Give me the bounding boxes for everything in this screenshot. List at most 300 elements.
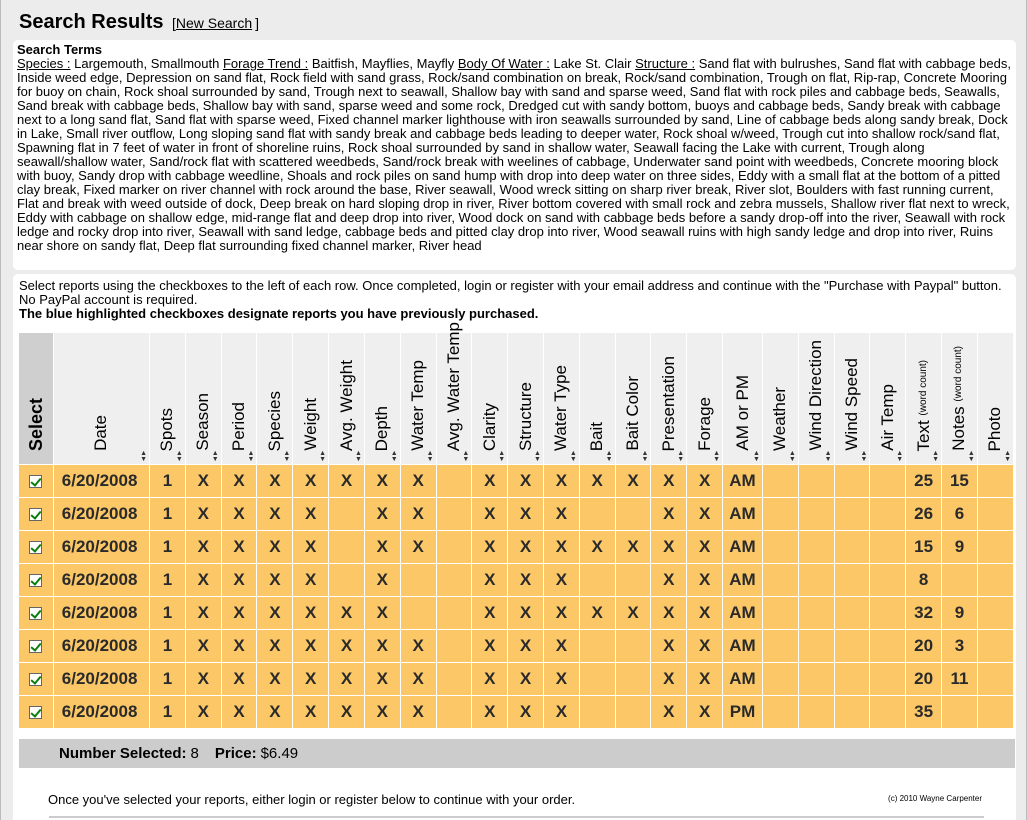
table-cell: X — [257, 597, 292, 629]
col-water-temp[interactable]: Water Temp ▲ ▼ — [401, 333, 436, 464]
table-cell: PM — [723, 696, 762, 728]
table-cell: X — [544, 465, 579, 497]
table-cell — [329, 498, 364, 530]
table-cell: X — [293, 696, 328, 728]
sort-icon[interactable]: ▲ ▼ — [824, 450, 832, 463]
table-cell — [978, 630, 1013, 662]
table-cell: X — [687, 597, 722, 629]
sort-icon[interactable]: ▲ ▼ — [967, 450, 975, 463]
results-table — [18, 321, 1014, 729]
table-cell — [763, 630, 798, 662]
table-cell — [437, 663, 472, 695]
table-cell — [799, 531, 834, 563]
copyright: (c) 2010 Wayne Carpenter — [888, 794, 982, 803]
table-cell: X — [687, 498, 722, 530]
table-cell: X — [401, 696, 436, 728]
table-row — [19, 630, 1013, 662]
col-am-pm[interactable]: AM or PM ▲ ▼ — [723, 333, 762, 464]
table-cell: X — [293, 465, 328, 497]
table-cell — [942, 696, 977, 728]
date-cell: 6/20/2008 — [54, 498, 149, 530]
table-cell: 1 — [150, 663, 185, 695]
col-avg-water-temp[interactable]: Avg. Water Temp ▲ ▼ — [437, 333, 472, 464]
table-cell: X — [186, 597, 221, 629]
sort-icon[interactable]: ▲ ▼ — [605, 450, 613, 463]
table-row — [19, 663, 1013, 695]
table-cell — [616, 696, 651, 728]
forage-label: Forage Trend : — [222, 56, 309, 71]
sort-icon[interactable]: ▲ ▼ — [713, 450, 721, 463]
table-cell: X — [651, 498, 686, 530]
table-cell: X — [293, 597, 328, 629]
col-depth[interactable]: Depth ▲ ▼ — [365, 333, 400, 464]
select-cell — [19, 630, 53, 662]
table-cell: X — [544, 663, 579, 695]
table-cell: X — [186, 630, 221, 662]
table-cell — [870, 597, 905, 629]
table-cell: X — [508, 564, 543, 596]
table-cell: X — [222, 696, 257, 728]
table-cell: X — [222, 531, 257, 563]
price-label: Price: — [214, 745, 257, 762]
table-cell — [835, 465, 870, 497]
table-cell: X — [472, 597, 507, 629]
table-cell: X — [508, 498, 543, 530]
water-value: Lake St. Clair — [553, 56, 632, 71]
table-cell — [580, 696, 615, 728]
col-air-temp[interactable]: Air Temp ▲ ▼ — [870, 333, 905, 464]
table-cell: X — [580, 465, 615, 497]
table-cell — [580, 564, 615, 596]
sort-icon[interactable]: ▲ ▼ — [247, 450, 255, 463]
number-selected-value: 8 — [190, 745, 199, 762]
search-terms-title: Search Terms — [17, 42, 103, 57]
table-cell: 20 — [906, 630, 941, 662]
table-cell: X — [544, 630, 579, 662]
table-row — [19, 531, 1013, 563]
table-row — [19, 597, 1013, 629]
table-cell: X — [616, 465, 651, 497]
table-cell: 8 — [906, 564, 941, 596]
col-weather[interactable]: Weather ▲ ▼ — [763, 333, 798, 464]
row-checkbox[interactable] — [29, 607, 42, 620]
table-cell: X — [293, 564, 328, 596]
table-cell — [870, 498, 905, 530]
structure-label: Structure : — [635, 56, 696, 71]
table-row — [19, 498, 1013, 530]
sort-icon[interactable]: ▲ ▼ — [932, 450, 940, 463]
order-summary — [19, 739, 1015, 768]
search-terms-panel — [13, 40, 1016, 270]
table-cell: X — [651, 531, 686, 563]
table-cell: X — [651, 663, 686, 695]
header-row — [19, 333, 1013, 464]
table-cell — [616, 564, 651, 596]
col-date[interactable]: Date ▲ ▼ — [54, 333, 149, 464]
sort-icon[interactable]: ▲ ▼ — [354, 450, 362, 463]
sort-icon[interactable]: ▲ ▼ — [283, 450, 291, 463]
table-cell: AM — [723, 498, 762, 530]
table-cell: X — [508, 630, 543, 662]
table-cell: X — [472, 630, 507, 662]
table-cell: 1 — [150, 597, 185, 629]
table-cell: X — [687, 696, 722, 728]
table-cell — [870, 564, 905, 596]
table-cell — [799, 465, 834, 497]
table-cell — [799, 498, 834, 530]
sort-icon[interactable]: ▲ ▼ — [534, 450, 541, 463]
table-cell — [616, 498, 651, 530]
col-bait[interactable]: Bait ▲ ▼ — [580, 333, 615, 464]
table-cell: X — [257, 630, 292, 662]
sort-icon[interactable]: ▲ ▼ — [426, 450, 434, 463]
new-search-link[interactable]: New Search — [175, 15, 253, 31]
table-cell: X — [222, 630, 257, 662]
table-cell: X — [580, 597, 615, 629]
table-cell: X — [616, 531, 651, 563]
table-cell: X — [186, 663, 221, 695]
table-cell: X — [365, 564, 400, 596]
species-label: Species : — [17, 56, 71, 71]
table-cell: X — [544, 597, 579, 629]
table-cell: X — [329, 597, 364, 629]
table-cell: 25 — [906, 465, 941, 497]
date-cell: 6/20/2008 — [54, 564, 149, 596]
sort-icon[interactable]: ▲ ▼ — [896, 450, 904, 463]
footer-instructions: Once you've selected your reports, either login or register below to continue with your order. — [48, 792, 576, 807]
table-cell — [835, 564, 870, 596]
col-structure[interactable]: Structure ▲ ▼ — [508, 333, 543, 464]
page-header — [19, 11, 259, 41]
col-text[interactable]: Text (word count) ▲ ▼ — [906, 333, 941, 464]
table-cell: X — [616, 597, 651, 629]
page-title: Search Results — [19, 11, 164, 33]
table-cell: X — [401, 498, 436, 530]
table-cell: X — [687, 663, 722, 695]
table-cell — [978, 564, 1013, 596]
table-cell — [835, 663, 870, 695]
table-cell — [978, 531, 1013, 563]
table-cell: X — [186, 564, 221, 596]
row-checkbox[interactable] — [29, 673, 42, 686]
table-cell — [763, 597, 798, 629]
table-cell: 26 — [906, 498, 941, 530]
col-wind-direction[interactable]: Wind Direction ▲ ▼ — [799, 333, 834, 464]
table-cell: X — [257, 498, 292, 530]
table-cell — [616, 663, 651, 695]
table-cell: 1 — [150, 630, 185, 662]
col-presentation[interactable]: Presentation ▲ ▼ — [651, 333, 686, 464]
table-cell — [799, 696, 834, 728]
col-weight[interactable]: Weight ▲ ▼ — [293, 333, 328, 464]
sort-icon[interactable]: ▲ ▼ — [753, 450, 760, 463]
sort-icon[interactable]: ▲ ▼ — [677, 450, 685, 463]
table-cell: X — [186, 465, 221, 497]
table-cell — [870, 696, 905, 728]
table-row — [19, 465, 1013, 497]
table-cell — [835, 696, 870, 728]
table-cell — [580, 630, 615, 662]
table-cell: X — [544, 531, 579, 563]
table-cell — [870, 465, 905, 497]
table-cell: X — [293, 531, 328, 563]
table-cell: 1 — [150, 465, 185, 497]
date-cell: 6/20/2008 — [54, 465, 149, 497]
table-cell: X — [544, 498, 579, 530]
table-cell: X — [293, 663, 328, 695]
sort-icon[interactable]: ▲ ▼ — [498, 450, 506, 463]
table-cell: 9 — [942, 597, 977, 629]
table-cell — [580, 498, 615, 530]
table-cell: X — [365, 696, 400, 728]
sort-icon[interactable]: ▲ ▼ — [140, 450, 148, 463]
species-value: Largemouth, Smallmouth — [74, 56, 220, 71]
table-cell: X — [508, 663, 543, 695]
table-cell — [978, 498, 1013, 530]
table-cell: X — [508, 465, 543, 497]
table-cell: AM — [723, 663, 762, 695]
table-cell: X — [222, 498, 257, 530]
search-terms-text — [17, 57, 1011, 253]
row-checkbox[interactable] — [29, 475, 42, 488]
select-cell — [19, 663, 53, 695]
select-cell — [19, 696, 53, 728]
table-cell — [763, 531, 798, 563]
table-cell — [437, 531, 472, 563]
forage-value: Baitfish, Mayflies, Mayfly — [311, 56, 455, 71]
table-cell — [401, 597, 436, 629]
table-cell: X — [257, 564, 292, 596]
date-cell: 6/20/2008 — [54, 696, 149, 728]
table-cell: X — [401, 531, 436, 563]
sort-icon[interactable]: ▲ ▼ — [390, 450, 398, 463]
table-cell — [329, 531, 364, 563]
table-cell — [763, 465, 798, 497]
table-cell — [437, 630, 472, 662]
table-cell — [835, 597, 870, 629]
table-cell: X — [257, 696, 292, 728]
table-cell: X — [329, 465, 364, 497]
table-cell: AM — [723, 630, 762, 662]
table-cell: 35 — [906, 696, 941, 728]
table-cell: 15 — [942, 465, 977, 497]
table-cell: X — [222, 597, 257, 629]
table-cell: AM — [723, 465, 762, 497]
col-period[interactable]: Period ▲ ▼ — [222, 333, 257, 464]
table-cell: X — [508, 597, 543, 629]
table-cell: X — [687, 630, 722, 662]
table-cell — [978, 663, 1013, 695]
table-cell: X — [401, 630, 436, 662]
table-cell: X — [651, 564, 686, 596]
instructions-text: Select reports using the checkboxes to the left of each row. Once completed, login or register with your email address and continue with the "Purchase with Paypal" button. No PayPal account is required. — [19, 278, 1002, 307]
table-cell — [437, 597, 472, 629]
table-cell — [870, 531, 905, 563]
table-cell — [835, 630, 870, 662]
table-cell: X — [687, 465, 722, 497]
table-cell: X — [472, 531, 507, 563]
table-cell: X — [329, 696, 364, 728]
col-photo[interactable]: Photo ▲ ▼ — [978, 333, 1013, 464]
table-cell — [978, 696, 1013, 728]
table-cell: X — [257, 531, 292, 563]
col-bait-color[interactable]: Bait Color ▲ ▼ — [616, 333, 651, 464]
table-cell: X — [365, 498, 400, 530]
table-cell — [870, 663, 905, 695]
table-cell — [978, 597, 1013, 629]
table-cell — [763, 564, 798, 596]
table-cell: X — [544, 564, 579, 596]
table-cell: X — [365, 663, 400, 695]
table-cell — [799, 597, 834, 629]
sort-icon[interactable]: ▲ ▼ — [860, 450, 868, 463]
number-selected-label: Number Selected: — [59, 745, 187, 762]
table-cell: 11 — [942, 663, 977, 695]
row-checkbox[interactable] — [29, 508, 42, 521]
table-cell: 1 — [150, 696, 185, 728]
table-cell: X — [687, 531, 722, 563]
table-cell: X — [186, 696, 221, 728]
table-cell — [437, 696, 472, 728]
select-cell — [19, 531, 53, 563]
table-cell — [616, 630, 651, 662]
table-cell: X — [257, 663, 292, 695]
select-cell — [19, 498, 53, 530]
table-cell — [329, 564, 364, 596]
col-clarity[interactable]: Clarity ▲ ▼ — [472, 333, 507, 464]
table-cell: X — [293, 498, 328, 530]
table-cell: 6 — [942, 498, 977, 530]
table-row — [19, 564, 1013, 596]
sort-icon[interactable]: ▲ ▼ — [641, 450, 649, 463]
price-value: $6.49 — [260, 745, 299, 762]
table-row — [19, 696, 1013, 728]
col-notes[interactable]: Notes (word count) ▲ ▼ — [942, 333, 977, 464]
col-avg-weight[interactable]: Avg. Weight ▲ ▼ — [329, 333, 364, 464]
table-cell: X — [472, 498, 507, 530]
col-select: Select — [19, 333, 53, 464]
col-species[interactable]: Species ▲ ▼ — [257, 333, 292, 464]
table-cell: X — [365, 597, 400, 629]
table-cell: 1 — [150, 531, 185, 563]
select-cell — [19, 597, 53, 629]
table-cell: X — [293, 630, 328, 662]
table-cell — [799, 663, 834, 695]
table-cell: X — [222, 564, 257, 596]
results-panel — [13, 274, 1016, 820]
table-cell: X — [472, 564, 507, 596]
sort-icon[interactable]: ▲ ▼ — [1004, 450, 1011, 463]
date-cell: 6/20/2008 — [54, 663, 149, 695]
table-cell: X — [472, 663, 507, 695]
table-cell: 1 — [150, 564, 185, 596]
table-cell: X — [186, 531, 221, 563]
table-cell — [437, 498, 472, 530]
table-cell: X — [257, 465, 292, 497]
table-cell: X — [651, 696, 686, 728]
water-label: Body Of Water : — [457, 56, 550, 71]
table-cell: 32 — [906, 597, 941, 629]
table-cell — [870, 630, 905, 662]
sort-icon[interactable]: ▲ ▼ — [211, 450, 219, 463]
table-cell — [580, 663, 615, 695]
table-cell — [835, 498, 870, 530]
table-cell — [401, 564, 436, 596]
table-cell — [437, 564, 472, 596]
sort-icon[interactable]: ▲ ▼ — [319, 450, 327, 463]
table-cell: X — [508, 696, 543, 728]
table-cell: X — [508, 531, 543, 563]
table-cell: X — [651, 597, 686, 629]
col-forage[interactable]: Forage ▲ ▼ — [687, 333, 722, 464]
row-checkbox[interactable] — [29, 574, 42, 587]
date-cell: 6/20/2008 — [54, 597, 149, 629]
row-checkbox[interactable] — [29, 706, 42, 719]
table-cell: X — [329, 663, 364, 695]
table-cell — [763, 663, 798, 695]
table-cell — [763, 696, 798, 728]
table-cell: 1 — [150, 498, 185, 530]
table-cell: 3 — [942, 630, 977, 662]
table-cell — [942, 564, 977, 596]
table-cell: X — [472, 696, 507, 728]
sort-icon[interactable]: ▲ ▼ — [175, 450, 183, 463]
table-cell — [763, 498, 798, 530]
table-cell: X — [651, 630, 686, 662]
sort-icon[interactable]: ▲ ▼ — [462, 450, 470, 463]
table-cell: X — [329, 630, 364, 662]
table-cell: X — [365, 531, 400, 563]
date-cell: 6/20/2008 — [54, 630, 149, 662]
table-cell: X — [580, 531, 615, 563]
table-cell: 20 — [906, 663, 941, 695]
table-cell: X — [186, 498, 221, 530]
row-checkbox[interactable] — [29, 640, 42, 653]
table-cell — [799, 630, 834, 662]
table-cell: X — [401, 663, 436, 695]
row-checkbox[interactable] — [29, 541, 42, 554]
table-cell: X — [687, 564, 722, 596]
table-cell: 15 — [906, 531, 941, 563]
table-cell: X — [365, 465, 400, 497]
bracket-close: ] — [255, 15, 260, 31]
table-cell: X — [365, 630, 400, 662]
sort-icon[interactable]: ▲ ▼ — [788, 450, 796, 463]
select-cell — [19, 465, 53, 497]
table-cell — [799, 564, 834, 596]
col-water-type[interactable]: Water Type ▲ ▼ — [544, 333, 579, 464]
select-cell — [19, 564, 53, 596]
table-cell: X — [222, 663, 257, 695]
col-season[interactable]: Season ▲ ▼ — [186, 333, 221, 464]
divider — [49, 816, 984, 818]
table-cell — [978, 465, 1013, 497]
table-cell: X — [544, 696, 579, 728]
sort-icon[interactable]: ▲ ▼ — [569, 450, 577, 463]
table-cell — [835, 531, 870, 563]
col-spots[interactable]: Spots ▲ ▼ — [150, 333, 185, 464]
table-cell: AM — [723, 531, 762, 563]
structure-value: Sand flat with bulrushes, Sand flat with cabbage beds, Inside weed edge, Depression on sand flat, Rock field with sand grass, Rock/sand combination on break, Rock/sand combination, Trough on flat, Rip-rap, Concrete Mooring for buoy on chain, Rock shoal surrounded by sand, Trough next to seawall, Shallow bay with sand and sparse weed, Sand flat with rock piles and cabbage beds, Seawalls, Sand break with cabbage beds, Shallow bay with sand, sparse weed and some rock, Dredged cut with sandy bottom, buoys and cabbage beds, Sandy break with cabbage next to a long sand flat, Sand flat with sparse weed, Fixed channel marker lighthouse with iron seawalls surrounded by sand, Line of cabbage beds along sandy break, Dock in Lake, Small river outflow, Long sloping sand flat with sandy break and cabbage beds leading to deeper water, Rock shoal w/weed, Trough cut into shallow rock/sand flat, Spawning flat in 7 feet of water in front of shoreline ruins, Rock shoal surrounded by sand in shallow water, Seawall facing the Lake with current, Trough along seawall/shallow water, Sand/rock flat with scattered weedbeds, Sand/rock break with weelines of cabbage, Underwater sand point with weedbeds, Concrete mooring block with buoy, Sandy drop with cabbage weedline, Shoals and rock piles on sand hump with drop into deep water on three sides, Eddy with a small flat at the bottom of a pitted clay break, Fixed marker on river channel with rock around the base, River seawall, Wood wreck sitting on sharp river break, River slot, Boulders with fast running current, Flat and break with weed outside of dock, Deep break on hard sloping drop in river, River bottom covered with small rock and zebra mussels, Shallow river flat next to wreck, Eddy with cabbage on shallow edge, mid-range flat and deep drop into river, Wood dock on sand with cabbage beds before a sandy drop-off into the river, Seawall with rock ledge and rocky drop into river, Seawall with sand ledge, cabbage beds and pitted clay drop into river, Wood seawall ruins with high sandy ledge and drop into river, Ruins near shore on sandy flat, Deep flat surrounding fixed channel marker, River head — [17, 56, 1011, 253]
bracket-open: [ — [171, 15, 176, 31]
table-cell: X — [222, 465, 257, 497]
instructions-note: The blue highlighted checkboxes designate reports you have previously purchased. — [19, 306, 539, 321]
table-cell: AM — [723, 564, 762, 596]
table-cell: X — [401, 465, 436, 497]
table-cell: X — [651, 465, 686, 497]
table-cell — [437, 465, 472, 497]
col-wind-speed[interactable]: Wind Speed ▲ ▼ — [835, 333, 870, 464]
